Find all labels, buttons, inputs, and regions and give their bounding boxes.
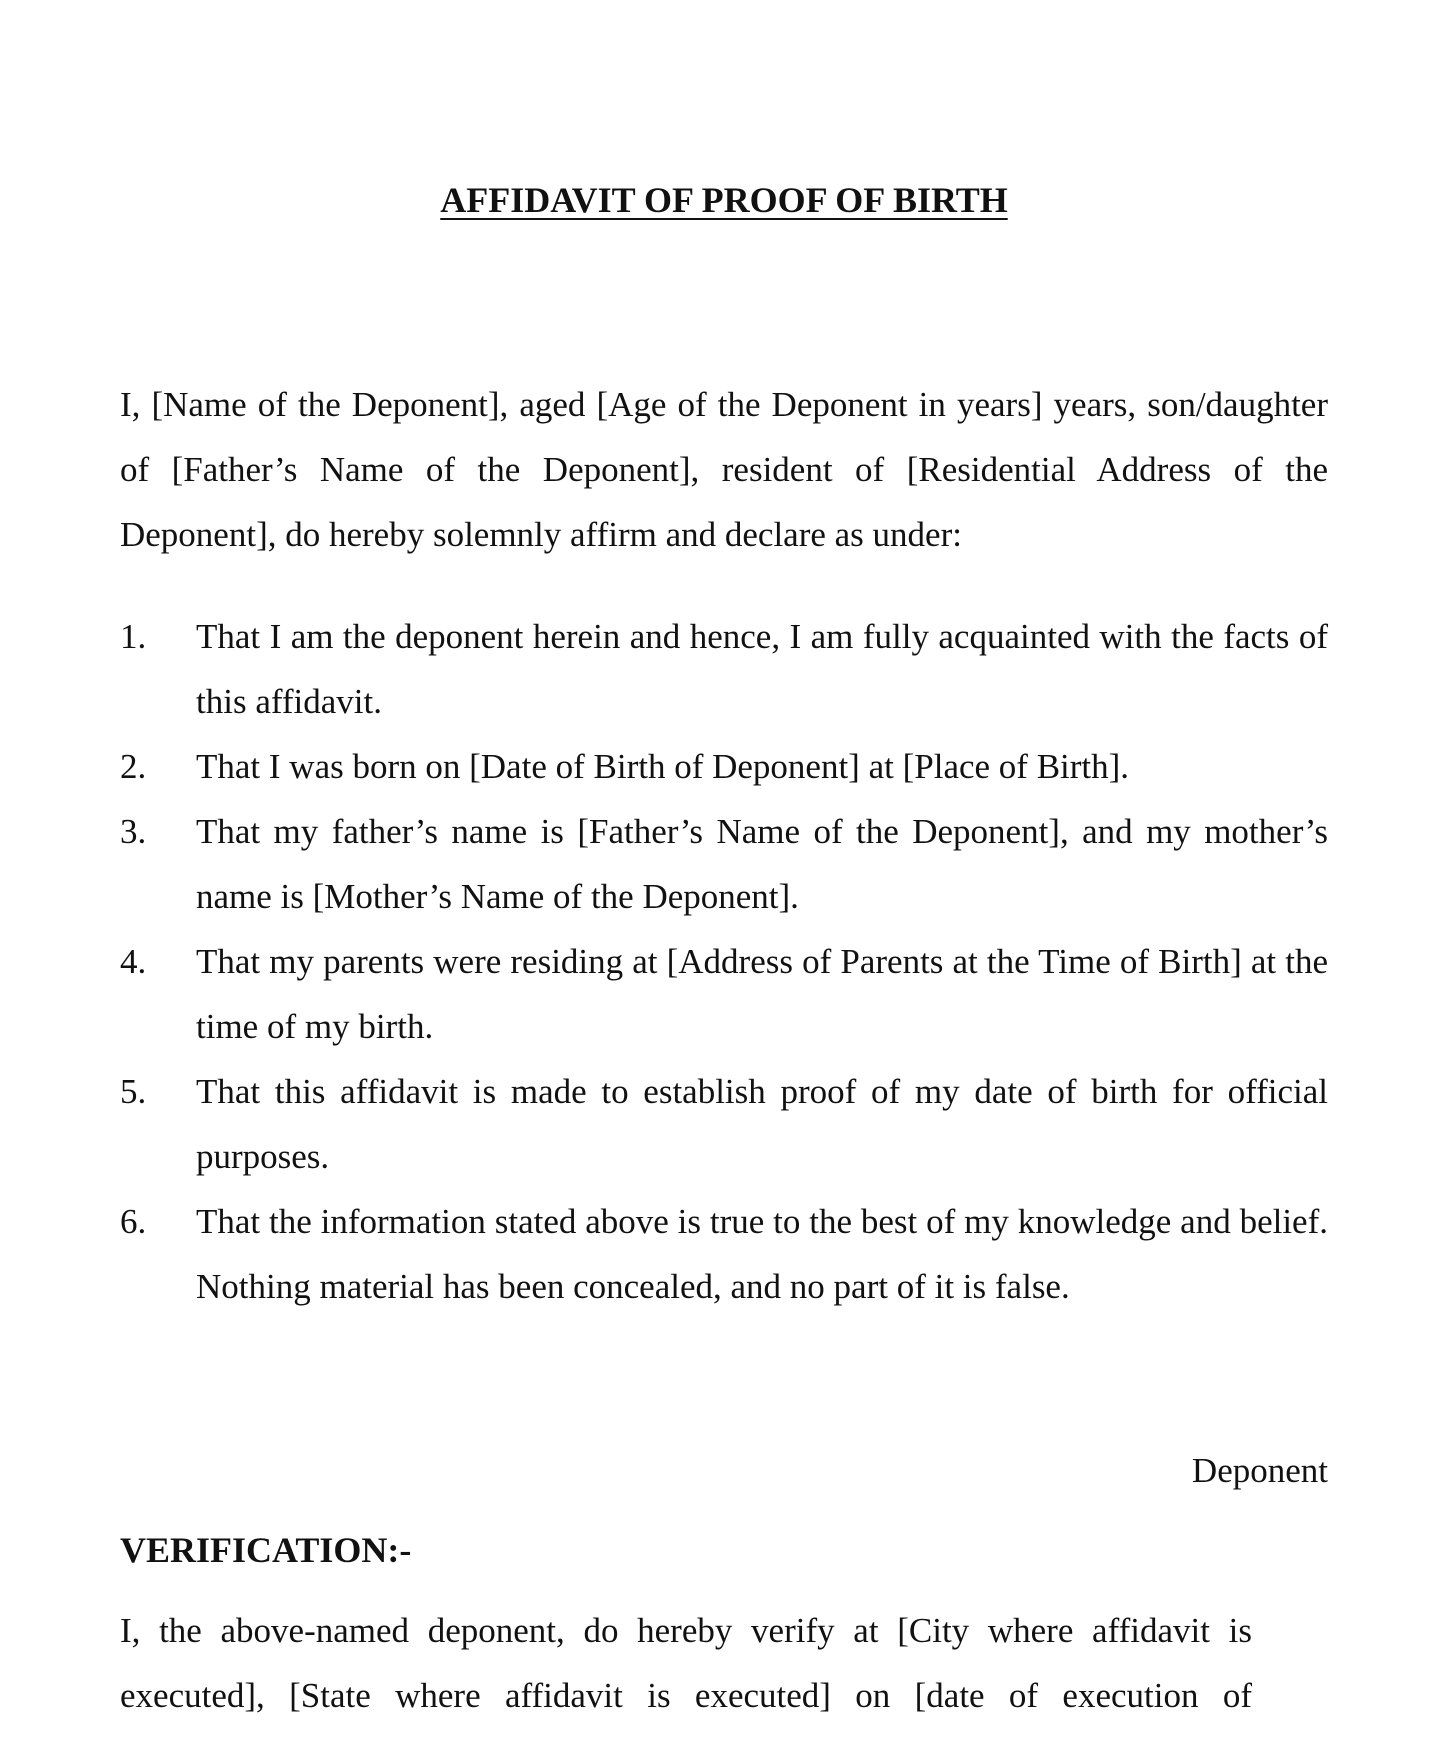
clause-text: That my parents were residing at [Address of Parents at the Time of Birth] at the time of my birth. <box>196 942 1328 1046</box>
clause-number: 4. <box>120 942 147 981</box>
clause-text: That the information stated above is true to the best of my knowledge and belief. Nothing material has been concealed, and no part of it is false. <box>196 1202 1328 1306</box>
clause-number: 1. <box>120 617 147 656</box>
clause-item <box>120 604 1328 734</box>
clause-text: That this affidavit is made to establish proof of my date of birth for official purposes. <box>196 1072 1328 1176</box>
document-title-text: AFFIDAVIT OF PROOF OF BIRTH <box>440 180 1008 220</box>
clause-list <box>120 604 1328 1319</box>
clause-item <box>120 799 1328 929</box>
deponent-signature-label: Deponent <box>1191 1451 1328 1490</box>
clause-item <box>120 734 1328 799</box>
clause-number: 5. <box>120 1072 147 1111</box>
clause-text: That I was born on [Date of Birth of Deponent] at [Place of Birth]. <box>196 747 1130 786</box>
intro-paragraph: I, [Name of the Deponent], aged [Age of the Deponent in years] years, son/daughter of [Father’s Name of the Deponent], resident of [Residential Address of the Deponent], do hereby solemnly affirm and declare as under: <box>120 385 1328 554</box>
clause-number: 2. <box>120 747 147 786</box>
clause-number: 6. <box>120 1202 147 1241</box>
clause-number: 3. <box>120 812 147 851</box>
clause-text: That my father’s name is [Father’s Name of the Deponent], and my mother’s name is [Mother’s Name of the Deponent]. <box>196 812 1328 916</box>
verification-paragraph: I, the above-named deponent, do hereby verify at [City where affidavit is executed], [State where affidavit is executed] on [date of execution of <box>120 1611 1252 1715</box>
clause-text: That I am the deponent herein and hence, I am fully acquainted with the facts of this affidavit. <box>196 617 1328 721</box>
clause-item <box>120 1059 1328 1189</box>
clause-item <box>120 1189 1328 1319</box>
document-title <box>0 176 1448 224</box>
verification-heading: VERIFICATION:- <box>120 1530 412 1570</box>
clause-item <box>120 929 1328 1059</box>
